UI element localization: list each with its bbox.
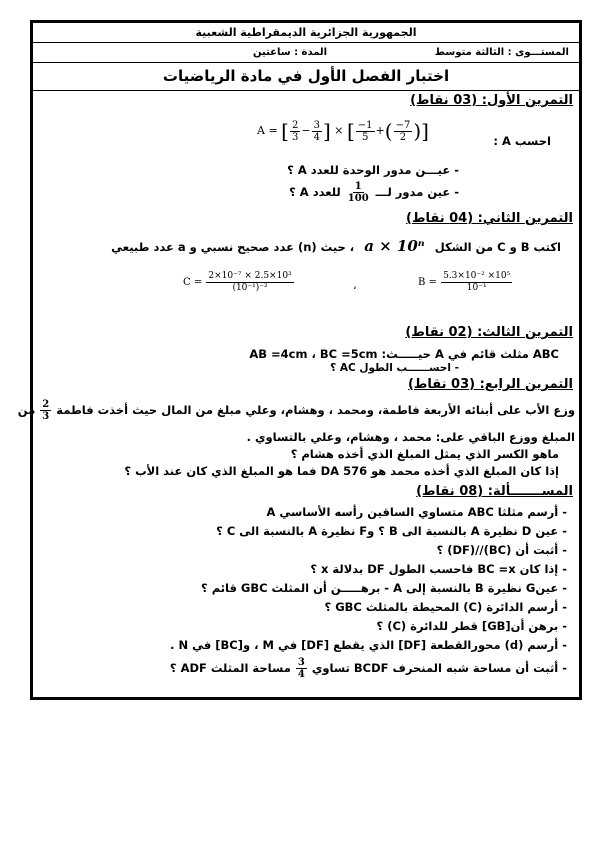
ex2-expression-b: B = $\frac{\text{5.3×10⁻² ×10⁵}}{\text{10⁻¹}}$ <box>418 271 511 293</box>
problem-item-2: - عين D نظيرة A بالنسبة الى B ؟ وF نظيرة A بالنسبة الى C ؟ <box>216 524 567 538</box>
fraction-1: $\frac{2}{3}$ <box>291 119 299 143</box>
bracket-open: [ <box>281 119 289 143</box>
ex3-heading: التمرين الثالث: (02 نقاط) <box>405 325 573 340</box>
times-sign: × <box>334 124 344 137</box>
ex4-line-1: وزع الأب على أبنائه الأربعة فاطمة، ومحمد ، وهشام، وعلي مبلغ من المال حيث أخذت فاطمة $\frac{2}{3}$ من <box>17 399 575 422</box>
exam-title-row <box>33 63 579 91</box>
expression-separator: ، <box>353 279 357 292</box>
country-header <box>33 23 579 43</box>
fraction-4: $\frac{-7}{2}$ <box>395 119 411 143</box>
country-name: الجمهورية الجزائرية الديمقراطية الشعبية <box>195 26 417 39</box>
ex1-question-2: - عين مدور لـــ $\frac{1}{100}$ للعدد A ؟ <box>289 181 459 204</box>
info-row <box>33 43 579 63</box>
ex1-question-1: - عيـــن مدور الوحدة للعدد A ؟ <box>287 163 459 177</box>
ex1-heading: التمرين الأول: (03 نقاط) <box>410 93 573 108</box>
ex1-prompt: احسب A : <box>493 134 551 148</box>
problem-item-7: - برهن أن[GB] قطر للدائرة (C) ؟ <box>376 619 567 633</box>
ex4-line-2: المبلغ ووزع الباقي على: محمد ، وهشام، وعلي بالتساوي . <box>246 430 575 444</box>
level-label: المستـــوى : الثالثة متوسط <box>434 47 569 58</box>
exam-title: اختبار الفصل الأول في مادة الرياضيات <box>162 67 450 85</box>
ex2-expression-c: C = $\frac{\text{2×10⁻⁷ × 2.5×10³}}{\text{(10⁻¹)⁻²}}$ <box>183 271 292 293</box>
problem-item-1: - أرسم مثلثا ABC متساوي الساقين رأسه الأساسي A <box>266 505 567 519</box>
problem-item-9: - أثبت أن مساحة شبه المنحرف BCDF تساوي $\frac{3}{4}$ مساحة المثلث ADF ؟ <box>169 657 567 680</box>
ex4-line-3: ماهو الكسر الذي يمثل المبلغ الذي أخذه هشام ؟ <box>290 447 559 461</box>
problem-item-3: - أثبت أن (BC)//(DF) ؟ <box>436 543 567 557</box>
fraction-2-3: $\frac{2}{3}$ <box>42 399 50 422</box>
exam-body <box>17 91 579 697</box>
problem-item-5: - عينG نظيرة B بالنسبة إلى A - برهـــــن أن المثلث GBC قائم ؟ <box>201 581 567 595</box>
problem-item-8: - أرسم (d) محورالقطعة [DF] الذي يقطع [DF] في M ، و[BC] في N . <box>170 638 567 652</box>
fraction-2: $\frac{3}{4}$ <box>313 119 320 143</box>
fraction-1-100: $\frac{1}{100}$ <box>347 181 369 204</box>
fraction-3: $\frac{-1}{5}$ <box>357 119 373 143</box>
ex4-line-4: إذا كان المبلغ الذي أخذه محمد هو 576 DA فما هو المبلغ الذي كان عند الأب ؟ <box>124 464 559 478</box>
ex3-line-1: ABC مثلث قائم في A حيـــــث: AB =4cm ، BC =5cm <box>249 347 559 361</box>
duration-label: المدة : ساعتين <box>253 47 328 58</box>
ex3-line-2: - احســــــب الطول AC ؟ <box>330 362 459 374</box>
problem-heading: المســـــــألة: (08 نقاط) <box>416 484 573 499</box>
ex4-heading: التمرين الرابع: (03 نقاط) <box>407 377 573 392</box>
fraction-3-4: $\frac{3}{4}$ <box>297 657 305 680</box>
ex2-statement: اكتب B و C من الشكل a × 10ⁿ ، حيث (n) عدد صحيح نسبي و a عدد طبيعي <box>111 237 561 255</box>
ex2-heading: التمرين الثاني: (04 نقاط) <box>406 211 573 226</box>
problem-item-4: - إذا كان BC =x فاحسب الطول DF بدلالة x ؟ <box>310 562 567 576</box>
scientific-form: a × 10ⁿ <box>364 237 425 255</box>
ex1-formula: A = [ $\frac{2}{3}$ − $\frac{3}{4}$ ] × [ $\frac{-1}{5}$ +( $\frac{-7}{2}$ )] <box>257 119 429 143</box>
problem-item-6: - أرسم الدائرة (C) المحيطة بالمثلث GBC ؟ <box>324 600 567 614</box>
exam-sheet <box>17 20 582 700</box>
formula-lhs: A = <box>257 124 278 137</box>
